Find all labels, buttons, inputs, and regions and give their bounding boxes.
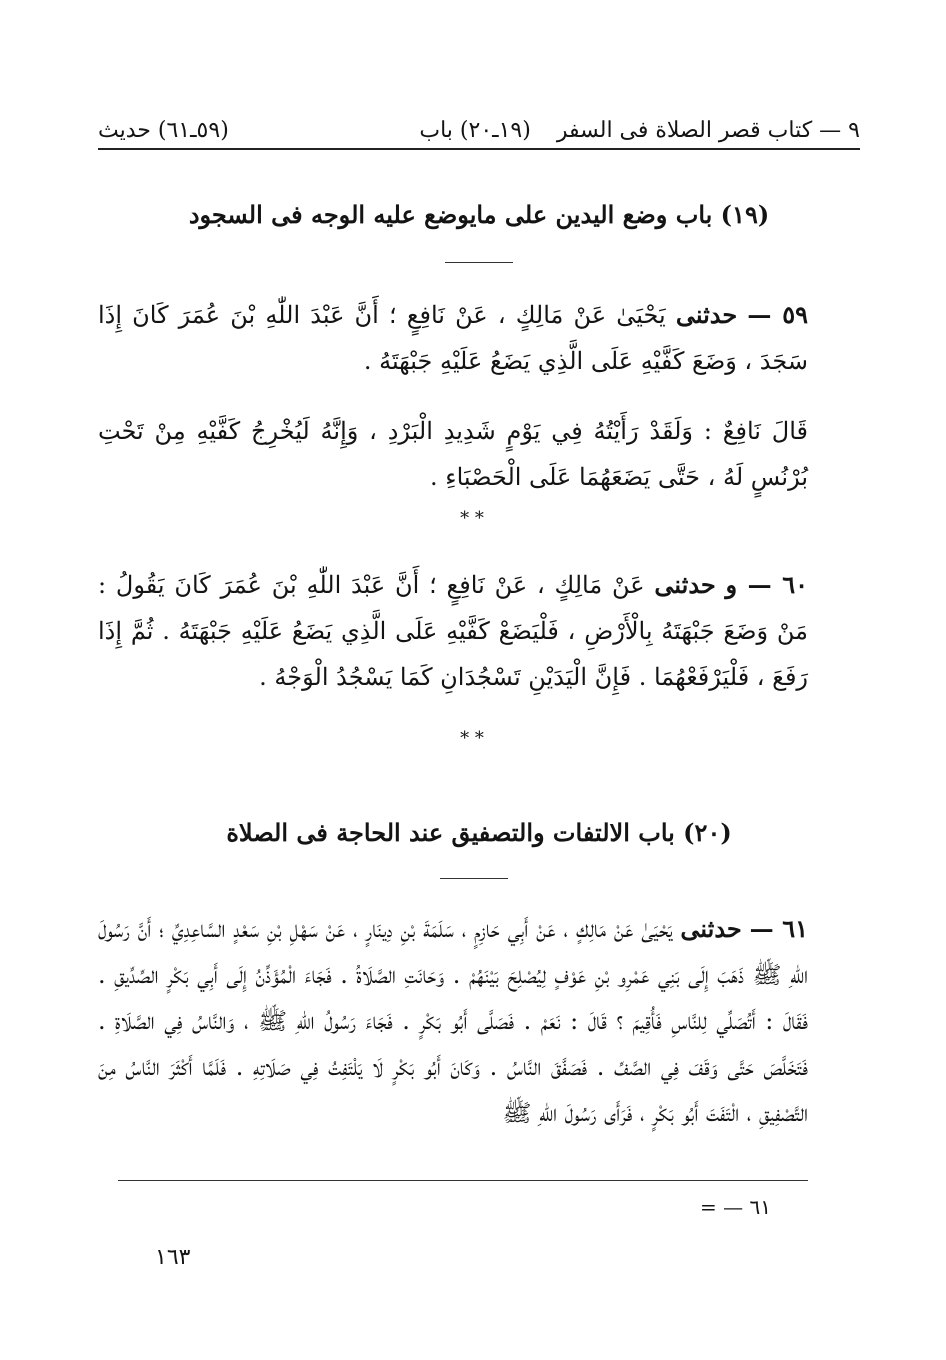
footnote: ٦١ — = [700,1195,771,1219]
hadith-opening: حدثنى [675,300,738,329]
separator-stars: * * [460,508,484,529]
footnote-rule [118,1180,808,1181]
hadith-text: عَنْ مَالِكٍ ، عَنْ نَافِعٍ ؛ أَنَّ عَبْدَ اللّٰهِ بْنَ عُمَرَ كَانَ يَقُولُ : مَنْ وَضَعَ جَبْهَتَهُ بِالْأَرْضِ ، فَلْيَضَعْ كَفَّيْهِ عَلَى الَّذِي يَضَعُ عَلَيْهِ جَبْهَتَهُ . ثُمَّ إِذَا رَفَعَ ، فَلْيَرْفَعْهُمَا . فَإِنَّ الْيَدَيْنِ تَسْجُدَانِ كَمَا يَسْجُدُ الْوَجْهُ . [98,571,808,691]
hadith-number: ٦٠ — و [725,570,808,599]
header-chapter: ٩ — كتاب قصر الصلاة فى السفر [556,117,860,143]
chapter-20-title: (٢٠) باب الالتفات والتصفيق عند الحاجة فى الصلاة [226,818,732,847]
page-number: ١٦٣ [155,1245,191,1270]
chapter-19-title: (١٩) باب وضع اليدين على مايوضع عليه الوجه فى السجود [188,200,770,229]
header-rule [98,148,860,150]
header-right-group [419,118,860,143]
title-rule [445,262,513,263]
hadith-number: ٦١ — [749,914,808,943]
title-rule [440,878,508,879]
hadith-60 [98,562,808,700]
hadith-number: ٥٩ — [747,300,808,329]
header-bab-range: (١٩ـ٢٠) باب [419,117,531,143]
hadith-opening: حدثنى [680,914,742,943]
hadith-opening: حدثنى [654,570,716,599]
hadith-61 [98,906,808,1136]
separator-stars: * * [460,728,484,749]
hadith-59-continuation: قَالَ نَافِعٌ : وَلَقَدْ رَأَيْتُهُ فِي يَوْمٍ شَدِيدِ الْبَرْدِ ، وَإِنَّهُ لَيُخْرِجُ كَفَّيْهِ مِنْ تَحْتِ بُرْنُسٍ لَهُ ، حَتَّى يَضَعَهُمَا عَلَى الْحَصْبَاءِ . [98,417,808,491]
hadith-text: يَحْيَىٰ عَنْ مَالِكٍ ، عَنْ نَافِعٍ ؛ أَنَّ عَبْدَ اللّٰهِ بْنَ عُمَرَ كَانَ إِذَا سَجَدَ ، وَضَعَ كَفَّيْهِ عَلَى الَّذِي يَضَعُ عَلَيْهِ جَبْهَتَهُ . [98,301,808,375]
hadith-59 [98,292,808,384]
hadith-text: يَحْيَىٰ عَنْ مَالِكٍ ، عَنْ أَبِي حَازِمٍ ، سَلَمَةَ بْنِ دِينَارٍ ، عَنْ سَهْلِ بْنِ سَعْدٍ السَّاعِدِيِّ ؛ أَنَّ رَسُولَ اللّٰهِ ﷺ ذَهَبَ إِلَى بَنِي عَمْرِو بْنِ عَوْفٍ لِيُصْلِحَ بَيْنَهُمْ . وَحَانَتِ الصَّلَاةُ . فَجَاءَ الْمُؤَذِّنُ إِلَى أَبِي بَكْرٍ الصِّدِّيقِ . فَقَالَ : أَتُصَلِّي لِلنَّاسِ فَأُقِيمَ ؟ قَالَ : نَعَمْ . فَصَلَّى أَبُو بَكْرٍ . فَجَاءَ رَسُولُ اللّٰهِ ﷺ ، وَالنَّاسُ فِي الصَّلَاةِ . فَتَخَلَّصَ حَتَّى وَقَفَ فِي الصَّفِّ . فَصَفَّقَ النَّاسُ . وَكَانَ أَبُو بَكْرٍ لَا يَلْتَفِتُ فِي صَلَاتِهِ . فَلَمَّا أَكْثَرَ النَّاسُ مِنَ التَّصْفِيقِ ، الْتَفَتَ أَبُو بَكْرٍ ، فَرَأَى رَسُولَ اللّٰهِ ﷺ [98,915,809,1127]
header-hadith-range: (٥٩ـ٦١) حديث [98,117,229,143]
running-header [98,112,860,148]
